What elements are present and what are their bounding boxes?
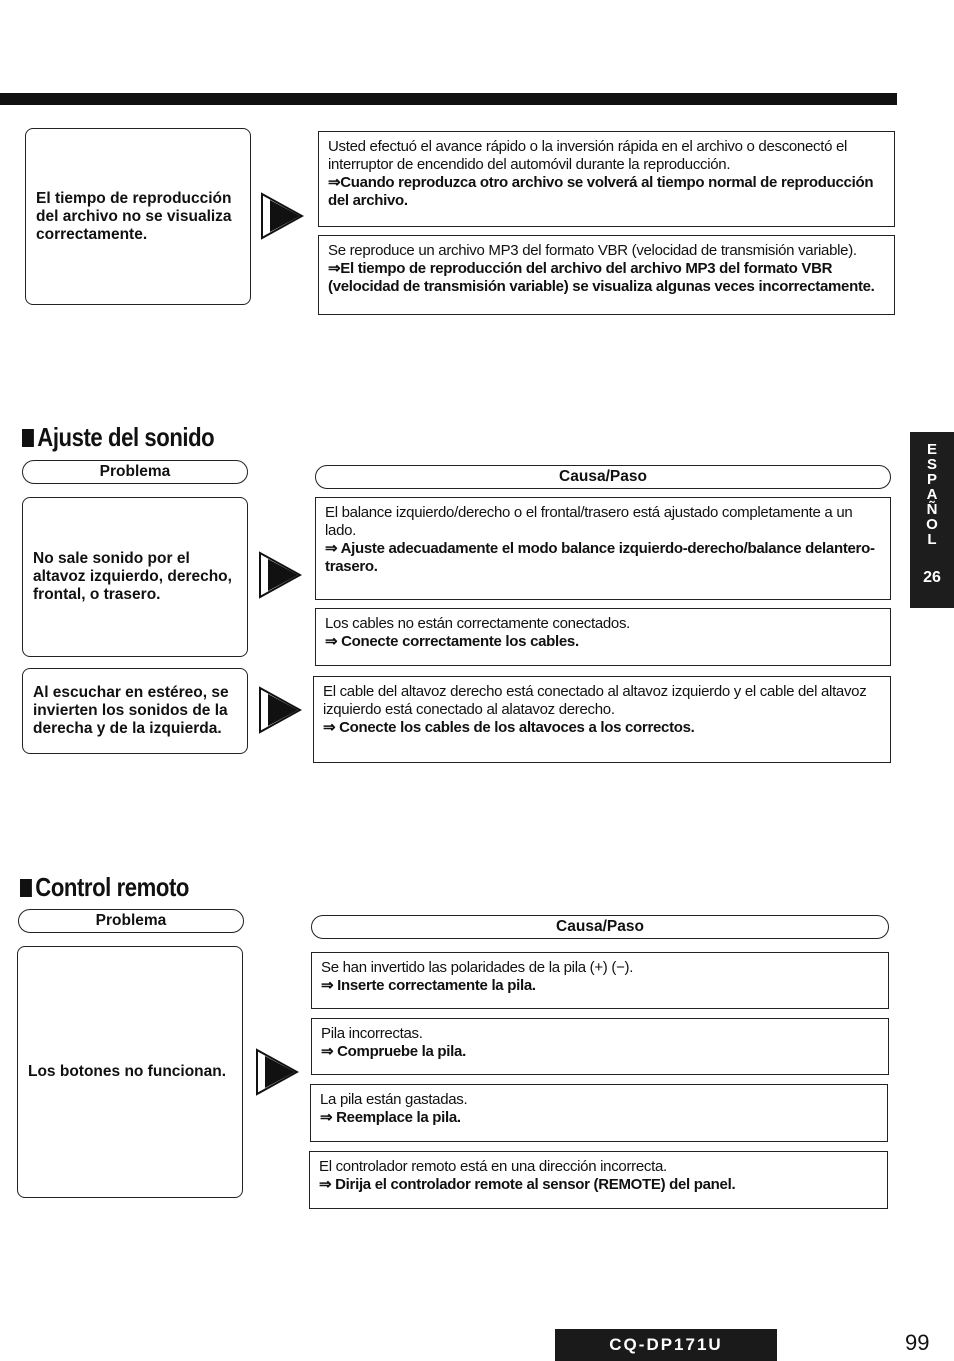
cause-box	[311, 952, 889, 1009]
arrow-right-icon	[253, 1048, 299, 1096]
remedy-text: ⇒ Conecte los cables de los altavoces a los correctos.	[323, 719, 695, 736]
cause-box	[318, 131, 895, 227]
arrow-right-icon	[258, 192, 304, 240]
model-badge: CQ-DP171U	[555, 1329, 777, 1361]
problem-box	[17, 946, 243, 1198]
cause-text: Los cables no están correctamente conectados.	[325, 615, 631, 632]
cause-text: Se reproduce un archivo MP3 del formato VBR (velocidad de transmisión variable).	[328, 242, 857, 259]
problem-box	[22, 497, 248, 657]
remedy-text: ⇒ Dirija el controlador remote al sensor (REMOTE) del panel.	[319, 1176, 736, 1193]
cause-box	[311, 1018, 889, 1075]
square-bullet-icon	[20, 879, 32, 897]
problem-text: Los botones no funcionan.	[28, 1063, 227, 1080]
cause-text: El cable del altavoz derecho está conectado al altavoz izquierdo y el cable del altavoz izquierdo está conectado al alatavoz derecho.	[323, 683, 867, 718]
cause-text: La pila están gastadas.	[320, 1091, 468, 1108]
section-title-remote: Control remoto	[20, 872, 189, 902]
cause-text: El controlador remoto está en una dirección incorrecta.	[319, 1158, 667, 1175]
cause-box	[310, 1084, 888, 1142]
arrow-right-icon	[256, 551, 302, 599]
page-number: 99	[905, 1330, 930, 1355]
cause-box	[315, 608, 891, 666]
cause-text: Se han invertido las polaridades de la pila (+) (−).	[321, 959, 634, 976]
language-side-tab	[910, 432, 954, 608]
cause-box	[309, 1151, 888, 1209]
language-letters: E S P A Ñ O L	[926, 441, 938, 548]
header-cause: Causa/Paso	[315, 465, 891, 489]
remedy-text: ⇒Cuando reproduzca otro archivo se volverá al tiempo normal de reproducción del archivo.	[328, 174, 874, 209]
remedy-text: ⇒El tiempo de reproducción del archivo del archivo MP3 del formato VBR (velocidad de transmisión variable) se visualiza algunas veces incorrectamente.	[328, 260, 875, 295]
section-number: 26	[923, 569, 941, 586]
header-cause: Causa/Paso	[311, 915, 889, 939]
remedy-text: ⇒ Conecte correctamente los cables.	[325, 633, 579, 650]
cause-box	[318, 235, 895, 315]
problem-text: No sale sonido por el altavoz izquierdo, derecho, frontal, o trasero.	[33, 550, 232, 603]
problem-text: El tiempo de reproducción del archivo no se visualiza correctamente.	[36, 189, 232, 243]
remedy-text: ⇒ Inserte correctamente la pila.	[321, 977, 536, 994]
problem-box	[25, 128, 251, 305]
cause-text: Usted efectuó el avance rápido o la inversión rápida en el archivo o desconectó el interruptor de encendido del automóvil durante la reproducción.	[328, 138, 848, 173]
cause-text: El balance izquierdo/derecho o el frontal/trasero está ajustado completamente a un lado.	[325, 504, 853, 539]
remedy-text: ⇒ Compruebe la pila.	[321, 1043, 466, 1060]
remedy-text: ⇒ Ajuste adecuadamente el modo balance izquierdo-derecho/balance delantero-trasero.	[325, 540, 875, 575]
arrow-right-icon	[256, 686, 302, 734]
square-bullet-icon	[22, 429, 34, 447]
section-title-sound: Ajuste del sonido	[22, 422, 214, 452]
remedy-text: ⇒ Reemplace la pila.	[320, 1109, 461, 1126]
header-problem: Problema	[18, 909, 244, 933]
top-rule	[0, 93, 897, 105]
cause-box	[313, 676, 891, 763]
cause-text: Pila incorrectas.	[321, 1025, 423, 1042]
cause-box	[315, 497, 891, 600]
header-problem: Problema	[22, 460, 248, 484]
problem-box	[22, 668, 248, 754]
problem-text: Al escuchar en estéreo, se invierten los sonidos de la derecha y de la izquierda.	[33, 684, 229, 737]
